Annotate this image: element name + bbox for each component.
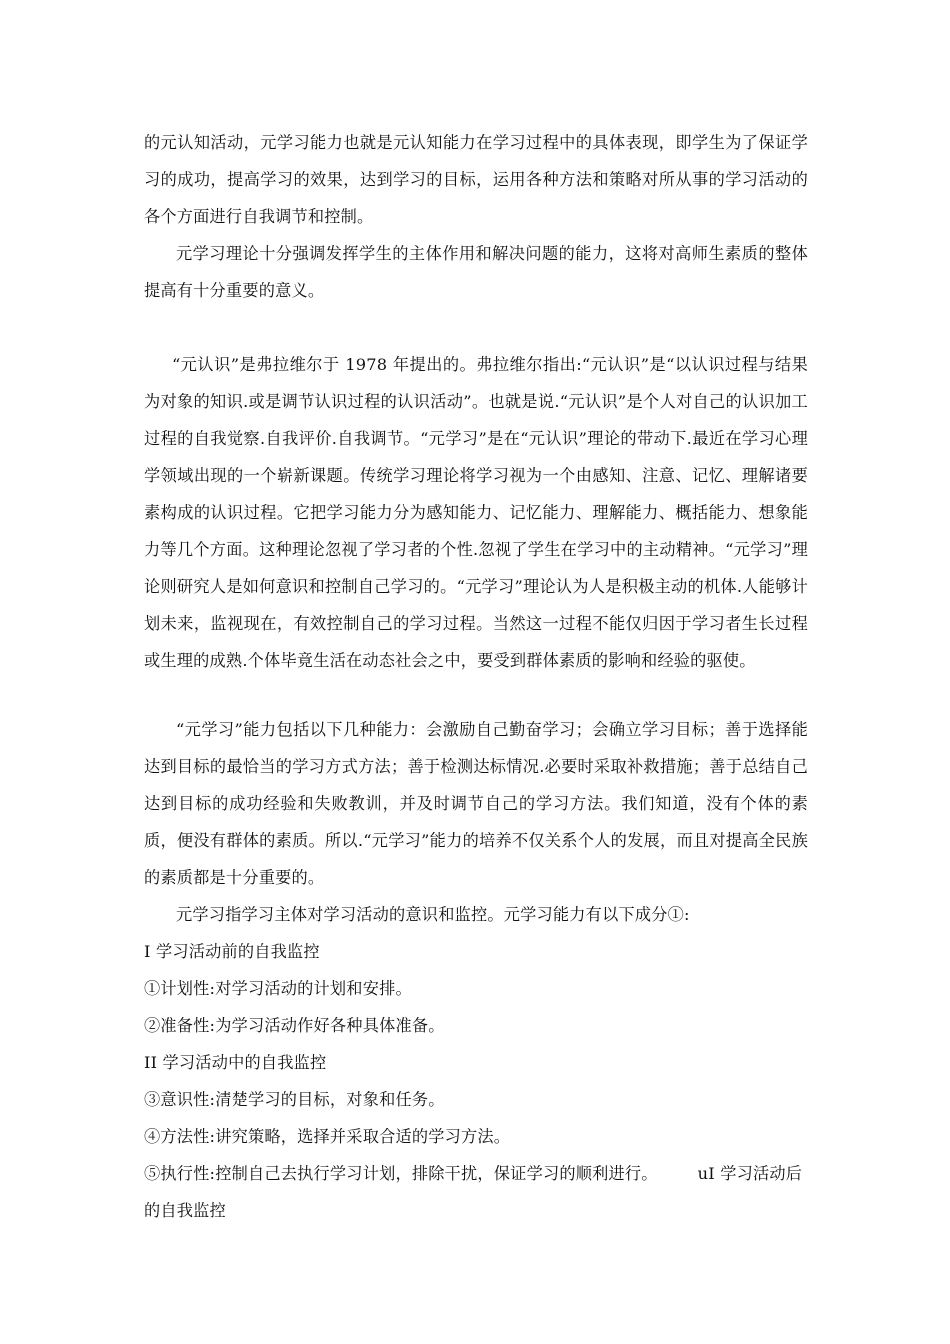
list-item-execution: ⑤执行性:控制自己去执行学习计划，排除干扰，保证学习的顺利进行。 <box>144 1164 658 1183</box>
paragraph-4-text: “元学习”能力包括以下几种能力：会激励自己勤奋学习；会确立学习目标；善于选择能达到目标的最恰当的学习方式方法；善于检测达标情况.必要时采取补救措施；善于总结自己达到目标的成功经验和失败教训，并及时调节自己的学习方法。我们知道，没有个体的素质，便没有群体的素质。所以.“元学习”能力的培养不仅关系个人的发展，而且对提高全民族的素质都是十分重要的。 <box>144 720 808 887</box>
list-item-awareness: ③意识性:清楚学习的目标，对象和任务。 <box>144 1090 445 1109</box>
paragraph-5 <box>144 896 808 933</box>
paragraph-3 <box>144 346 808 679</box>
list-item-execution-row <box>144 1155 808 1192</box>
paragraph-3-text: “元认识”是弗拉维尔于 1978 年提出的。弗拉维尔指出:“元认识”是“以认识过程与结果为对象的知识.或是调节认识过程的认识活动”。也就是说.“元认识”是个人对自己的认识加工过程的自我觉察.自我评价.自我调节。“元学习”是在“元认识”理论的带动下.最近在学习心理学领域出现的一个崭新课题。传统学习理论将学习视为一个由感知、注意、记忆、理解诸要素构成的认识过程。它把学习能力分为感知能力、记忆能力、理解能力、概括能力、想象能力等几个方面。这种理论忽视了学习者的个性.忽视了学生在学习中的主动精神。“元学习”理论则研究人是如何意识和控制自己学习的。“元学习”理论认为人是积极主动的机体.人能够计划未来，监视现在，有效控制自己的学习过程。当然这一过程不能仅归因于学习者生长过程或生理的成熟.个体毕竟生活在动态社会之中，要受到群体素质的影响和经验的驱使。 <box>144 355 808 670</box>
paragraph-4 <box>144 711 808 896</box>
paragraph-2-text: 元学习理论十分强调发挥学生的主体作用和解决问题的能力，这将对高师生素质的整体提高有十分重要的意义。 <box>144 244 808 300</box>
list-heading-before: I 学习活动前的自我监控 <box>144 942 320 961</box>
paragraph-1-text: 的元认知活动，元学习能力也就是元认知能力在学习过程中的具体表现，即学生为了保证学习的成功，提高学习的效果，达到学习的目标，运用各种方法和策略对所从事的学习活动的各个方面进行自我调节和控制。 <box>144 133 808 226</box>
paragraph-5-text: 元学习指学习主体对学习活动的意识和监控。元学习能力有以下成分①: <box>176 905 690 924</box>
list-item-method: ④方法性:讲究策略，选择并采取合适的学习方法。 <box>144 1127 511 1146</box>
list-heading-during: II 学习活动中的自我监控 <box>144 1053 327 1072</box>
paragraph-1 <box>144 124 808 235</box>
list-item-planning: ①计划性:对学习活动的计划和安排。 <box>144 979 412 998</box>
list-item-preparation: ②准备性:为学习活动作好各种具体准备。 <box>144 1016 445 1035</box>
list-heading-after-part2: 的自我监控 <box>144 1201 226 1220</box>
paragraph-2 <box>144 235 808 309</box>
list-heading-after-part1: uI 学习活动后 <box>697 1164 803 1183</box>
